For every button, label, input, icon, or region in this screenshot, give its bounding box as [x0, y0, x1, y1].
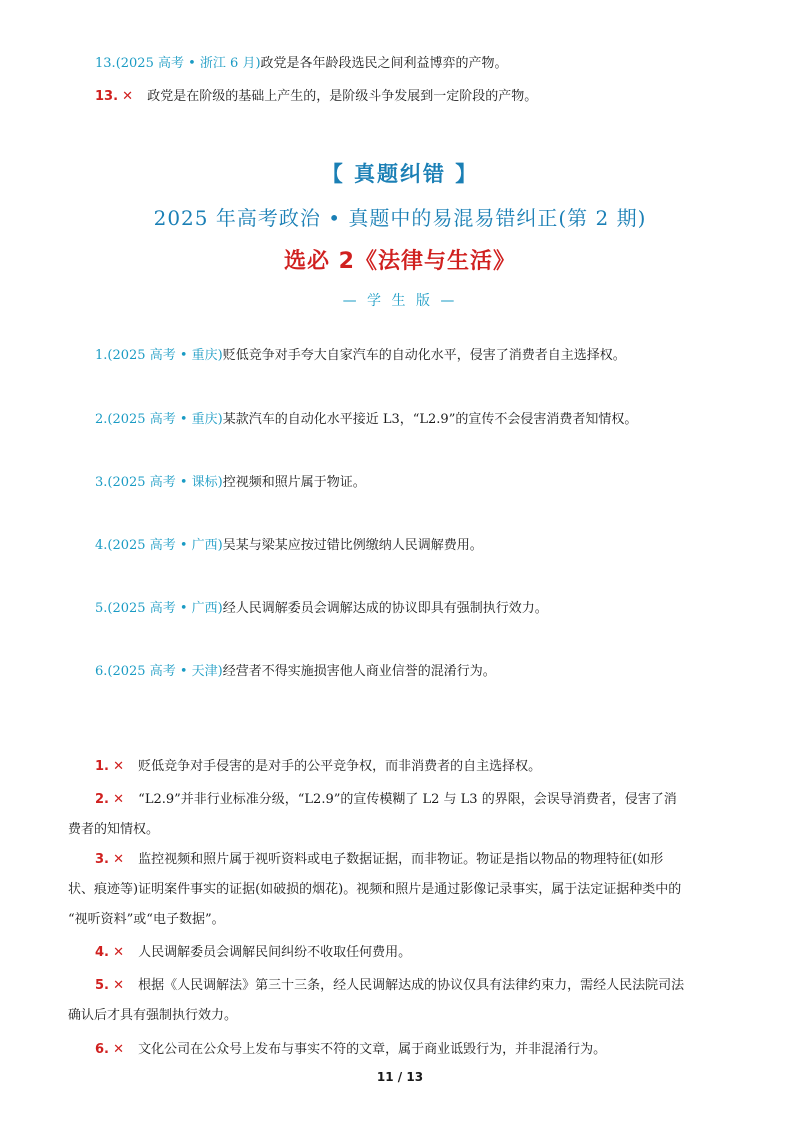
- question-text: 政党是各年龄段选民之间利益博弈的产物。: [260, 56, 508, 71]
- answer-number: 3.: [95, 852, 109, 867]
- question-text: 经营者不得实施损害他人商业信誉的混淆行为。: [222, 664, 496, 679]
- document-subtitle: 2025 年高考政治 • 真题中的易混易错纠正(第 2 期): [153, 206, 647, 230]
- answer-text-continued: 状、痕迹等)证明案件事实的证据(如破损的烟花)。视频和照片是通过影像记录事实，属于法定证据种类中的: [68, 882, 682, 897]
- answer-number: 4.: [95, 945, 109, 960]
- question-item: [95, 410, 637, 430]
- question-text: 某款汽车的自动化水平接近 L3，“L2.9”的宣传不会侵害消费者知情权。: [222, 412, 638, 427]
- question-item: [95, 599, 548, 619]
- edition-label: — 学 生 版 —: [342, 293, 458, 309]
- question-item: [95, 536, 483, 556]
- question-text: 控视频和照片属于物证。: [222, 475, 366, 490]
- question-source: (2025 高考 • 重庆): [107, 348, 223, 363]
- answer-text: 政党是在阶级的基础上产生的，是阶级斗争发展到一定阶段的产物。: [147, 89, 538, 104]
- wrong-mark-icon: ✕: [113, 852, 125, 867]
- section-title: 【 真题纠错 】: [321, 162, 479, 186]
- question-number: 5.: [95, 601, 108, 616]
- question-number: 3.: [95, 475, 108, 490]
- answer-number: 6.: [95, 1042, 109, 1057]
- question-source: (2025 高考 • 广西): [107, 538, 223, 553]
- question-text: 经人民调解委员会调解达成的协议即具有强制执行效力。: [222, 601, 548, 616]
- question-item: [95, 346, 626, 366]
- answer-item: [68, 850, 748, 930]
- answer-number: 5.: [95, 978, 109, 993]
- question-13: [95, 54, 508, 74]
- answer-text-continued: “视听资料”或“电子数据”。: [68, 912, 225, 927]
- wrong-mark-icon: ✕: [113, 978, 125, 993]
- answer-text: 贬低竞争对手侵害的是对手的公平竞争权，而非消费者的自主选择权。: [138, 759, 542, 774]
- question-source: (2025 高考 • 浙江 6 月): [115, 56, 261, 71]
- question-number: 4.: [95, 538, 108, 553]
- answer-text: 监控视频和照片属于视听资料或电子数据证据，而非物证。物证是指以物品的物理特征(如形: [138, 852, 664, 867]
- wrong-mark-icon: ✕: [113, 792, 125, 807]
- answer-text: 根据《人民调解法》第三十三条，经人民调解达成的协议仅具有法律约束力，需经人民法院司法: [138, 978, 685, 993]
- answer-item: [68, 790, 748, 840]
- question-text: 吴某与梁某应按过错比例缴纳人民调解费用。: [222, 538, 483, 553]
- section-heading: 选必 2《法律与生活》: [284, 249, 516, 274]
- wrong-mark-icon: ✕: [113, 1042, 125, 1057]
- answer-item: [95, 757, 541, 777]
- question-text: 贬低竞争对手夸大自家汽车的自动化水平，侵害了消费者自主选择权。: [222, 348, 626, 363]
- question-source: (2025 高考 • 课标): [107, 475, 223, 490]
- question-source: (2025 高考 • 广西): [107, 601, 223, 616]
- answer-text: 人民调解委员会调解民间纠纷不收取任何费用。: [138, 945, 412, 960]
- answer-item: [95, 1040, 606, 1060]
- wrong-mark-icon: ✕: [113, 945, 125, 960]
- answer-13: [95, 87, 537, 107]
- question-number: 13.: [95, 56, 116, 71]
- answer-item: [95, 943, 411, 963]
- answer-text-continued: 费者的知情权。: [68, 822, 160, 837]
- answer-number: 2.: [95, 792, 109, 807]
- question-item: [95, 473, 366, 493]
- answer-item: [68, 976, 748, 1026]
- answer-text: “L2.9”并非行业标准分级，“L2.9”的宣传模糊了 L2 与 L3 的界限，会误导消费者，侵害了消: [138, 792, 677, 807]
- answer-number: 1.: [95, 759, 109, 774]
- answer-text-continued: 确认后才具有强制执行效力。: [68, 1008, 238, 1023]
- page-number: 11 / 13: [376, 1070, 424, 1084]
- question-source: (2025 高考 • 天津): [107, 664, 223, 679]
- wrong-mark-icon: ✕: [113, 759, 125, 774]
- answer-number: 13.: [95, 89, 119, 104]
- question-source: (2025 高考 • 重庆): [107, 412, 223, 427]
- wrong-mark-icon: ✕: [122, 89, 134, 104]
- question-item: [95, 662, 496, 682]
- question-number: 1.: [95, 348, 108, 363]
- answer-text: 文化公司在公众号上发布与事实不符的文章，属于商业诋毁行为，并非混淆行为。: [138, 1042, 607, 1057]
- question-number: 2.: [95, 412, 108, 427]
- question-number: 6.: [95, 664, 108, 679]
